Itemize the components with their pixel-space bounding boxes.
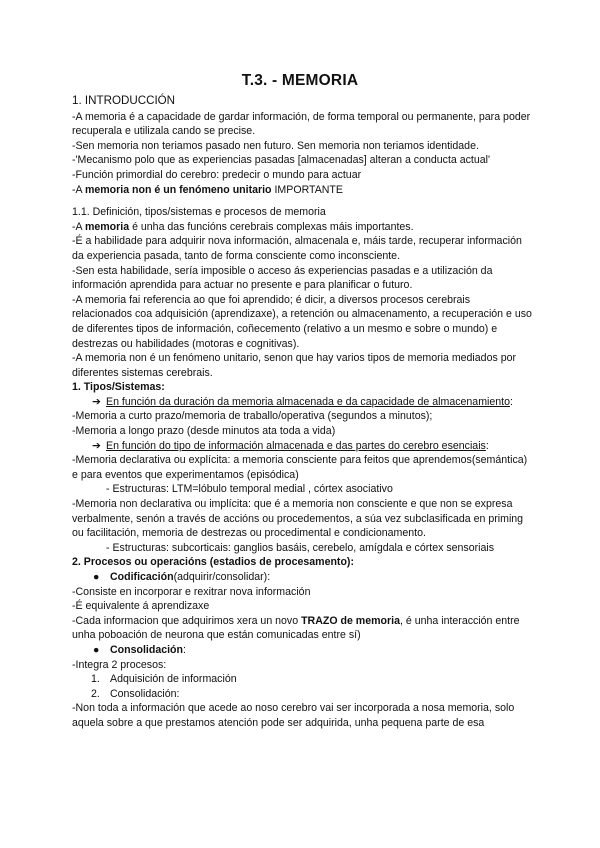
bullet-item-consolidacion (72, 643, 532, 658)
trazo-prefix: -Cada informacion que adquirimos xera un novo (72, 614, 302, 627)
nondeclarative-line: -Memoria non declarativa ou implícita: que é a memoria non consciente e que non se expresa verbalmente, senón a través de accións ou procedementos, a súa vez subclasificada en priming ou facilitación, memoria de destrezas ou procedimental e condicionamento. (72, 498, 524, 540)
intro-last-prefix: -A (72, 183, 85, 196)
intro-last-suffix: IMPORTANTE (271, 183, 343, 196)
intro-line: -Función primordial do cerebro: predecir o mundo para actuar (72, 168, 362, 181)
intro-important-line (72, 183, 532, 198)
procesos-heading (72, 555, 532, 570)
definition-line: -A memoria non é un fenómeno unitario, senon que hay varios tipos de memoria mediados por diferentes sistemas cerebrais. (72, 352, 517, 379)
duration-line: -Memoria a curto prazo/memoria de traballo/operativa (segundos a minutos); (72, 410, 433, 423)
document-title: T.3. - MEMORIA (241, 72, 359, 89)
arrow-item-duracion (72, 395, 532, 410)
numbered-item (72, 687, 532, 702)
bullet-item-bold: Consolidación (110, 643, 183, 656)
nondeclarative-structures: - Estructuras: subcorticais: ganglios basáis, cerebelo, amígdala e córtex sensoriais (106, 541, 495, 554)
definition-line: -A memoria fai referencia ao que foi aprendido; é dicir, a diversos procesos cerebrais relacionados coa adquisición (aprendizaxe), a retención ou almacenamento, a recuperación e uso de diferentes tipos de información, coñecemento (relativo a un mesmo e sobre o mundo) e destrezas ou habilidades (motoras e cognitivas). (72, 293, 532, 350)
integra-line: -Integra 2 procesos: (72, 658, 167, 671)
definition-line (72, 220, 532, 235)
bullet-icon: ● (93, 571, 100, 583)
trazo-bold: TRAZO de memoria (301, 614, 400, 627)
bullet-icon: ● (93, 643, 100, 656)
arrow-item-colon: : (485, 439, 489, 452)
arrow-item-text: En función da duración da memoria almacenada e da capacidade de almacenamiento (106, 395, 511, 408)
trazo-line (72, 614, 532, 643)
trazo-suffix: , é unha interacción entre unha poboación de neurona que están comunicadas entre sí) (72, 614, 520, 642)
def-prefix: -A (72, 220, 85, 233)
definition-line: -Sen esta habilidade, sería imposible o acceso ás experiencias pasadas e a utilización da información aprendida para actuar no presente e para planificar o futuro. (72, 264, 493, 292)
duration-line: -Memoria a longo prazo (desde minutos ata toda a vida) (72, 425, 336, 438)
declarative-line: -Memoria declarativa ou explícita: a memoria consciente para feitos que aprendemos(semántica) e para eventos que experimentamos (episódica) (72, 454, 528, 481)
document-body (72, 94, 532, 731)
codificacion-line: -Consiste en incorporar e rexitrar nova información (72, 585, 311, 598)
item-number: 1. (91, 673, 100, 686)
arrow-item-tipo (72, 439, 532, 454)
subsection-heading-definicion: 1.1. Definición, tipos/sistemas e procesos de memoria (72, 206, 326, 219)
bullet-item-codificacion (72, 570, 532, 585)
declarative-structures: - Estructuras: LTM=lóbulo temporal medial , córtex asociativo (106, 483, 393, 496)
item-text: Consolidación: (110, 687, 180, 700)
arrow-icon: ➔ (92, 439, 101, 452)
arrow-item-text: En función do tipo de información almacenada e das partes do cerebro esenciais (106, 439, 486, 452)
intro-last-bold: memoria non é un fenómeno unitario (84, 183, 272, 196)
numbered-item (72, 672, 532, 687)
def-bold: memoria (84, 220, 130, 233)
item-number: 2. (91, 687, 100, 700)
final-line: -Non toda a información que acede ao noso cerebro vai ser incorporada a nosa memoria, solo aquela sobre a que prestamos atención pode ser adquirida, unha pequena parte de esa (72, 702, 515, 729)
bullet-item-rest: (adquirir/consolidar): (173, 571, 271, 583)
intro-line: -'Mecanismo polo que as experiencias pasadas [almacenadas] alteran a conducta actual' (72, 154, 491, 167)
bullet-item-bold: Codificación (110, 571, 174, 583)
definition-line: -É a habilidade para adquirir nova información, almacenala e, máis tarde, recuperar información da experiencia pasada, tanto de forma consciente como inconsciente. (72, 235, 522, 262)
arrow-item-colon: : (510, 395, 513, 408)
section-heading-introduccion: 1. INTRODUCCIÓN (72, 94, 176, 107)
intro-line: -Sen memoria non teriamos pasado nen futuro. Sen memoria non teriamos identidade. (72, 139, 479, 152)
intro-line: -A memoria é a capacidade de gardar información, de forma temporal ou permanente, para poder recuperala e utilizala cando se precise. (72, 110, 531, 138)
tipos-heading: 1. Tipos/Sistemas: (72, 381, 165, 394)
bullet-item-rest: : (182, 643, 186, 656)
codificacion-line: -É equivalente á aprendizaxe (72, 600, 210, 613)
def-suffix: é unha das funcións cerebrais complexas máis importantes. (129, 220, 414, 233)
procesos-heading-text: 2. Procesos ou operacións (estadios de procesamento) (72, 556, 351, 569)
item-text: Adquisición de información (110, 673, 237, 686)
arrow-icon: ➔ (92, 395, 101, 408)
procesos-heading-colon: : (350, 556, 354, 569)
